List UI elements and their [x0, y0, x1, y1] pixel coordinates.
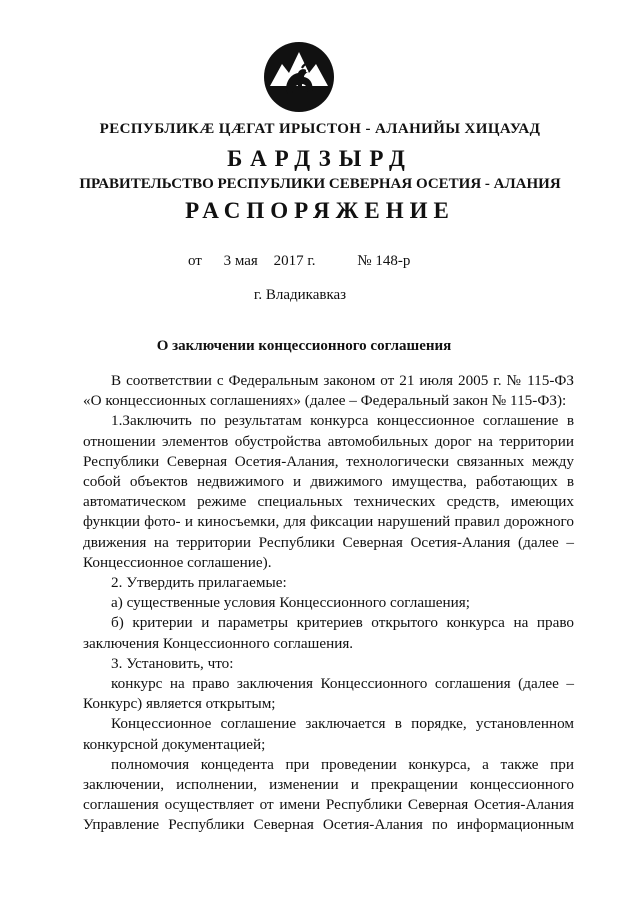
date-prefix: от	[188, 253, 202, 269]
paragraph-item-2: 2. Утвердить прилагаемые:	[111, 574, 287, 592]
paragraph-item-3-agreement: Концессионное соглашение заключается в порядке, установленном конкурсной документацией;	[83, 715, 574, 753]
paragraph-item-2a: а) существенные условия Концессионного соглашения;	[111, 594, 470, 612]
date-year: 2017 г.	[273, 253, 316, 269]
paragraph-item-3: 3. Установить, что:	[111, 654, 234, 672]
paragraph-item-2b: б) критерии и параметры критериев открытого конкурса на право заключения Концессионного соглашения.	[83, 614, 574, 652]
paragraph-preamble: В соответствии с Федеральным законом от 21 июля 2005 г. № 115-ФЗ «О концессионных соглашениях» (далее – Федеральный закон № 115-ФЗ):	[83, 372, 574, 410]
document-title: О заключении концессионного соглашения	[156, 338, 452, 354]
ossetian-government-title: РЕСПУБЛИКӔ ЦӔГАТ ИРЫСТОН - АЛАНИЙЫ ХИЦАУАД	[99, 121, 541, 137]
russian-government-title: ПРАВИТЕЛЬСТВО РЕСПУБЛИКИ СЕВЕРНАЯ ОСЕТИЯ - АЛАНИЯ	[79, 176, 561, 192]
date-day-month: 3 мая	[223, 253, 258, 269]
coat-of-arms-emblem	[262, 40, 336, 114]
paragraph-item-3-powers: полномочия концедента при проведении конкурса, а также при заключении, исполнении, изменении и прекращении концессионного соглашения осуществляет от имени Республики Северная Осетия-Алания Управление Республики Северная Осетия-Алания по информационным	[83, 755, 574, 834]
ossetian-document-type: БАРДЗЫРД	[227, 146, 413, 171]
russian-document-type: РАСПОРЯЖЕНИЕ	[185, 198, 455, 223]
document-body	[83, 371, 574, 836]
document-date-row	[188, 253, 410, 270]
document-number: № 148-р	[357, 253, 411, 269]
document-city: г. Владикавказ	[253, 287, 347, 303]
paragraph-item-3-contest: конкурс на право заключения Концессионного соглашения (далее – Конкурс) является открытым;	[83, 675, 574, 713]
paragraph-item-1: 1.Заключить по результатам конкурса концессионное соглашение в отношении элементов обустройства автомобильных дорог на территории Республики Северная Осетия-Алания, технологически связанных между собой объектов недвижимого и движимого имущества, работающих в автоматическом режиме специальных технических средств, имеющих функции фото- и киносъемки, для фиксации нарушений правил дорожного движения на территории Республики Северная Осетия-Алания (далее – Концессионное соглашение).	[83, 412, 574, 571]
